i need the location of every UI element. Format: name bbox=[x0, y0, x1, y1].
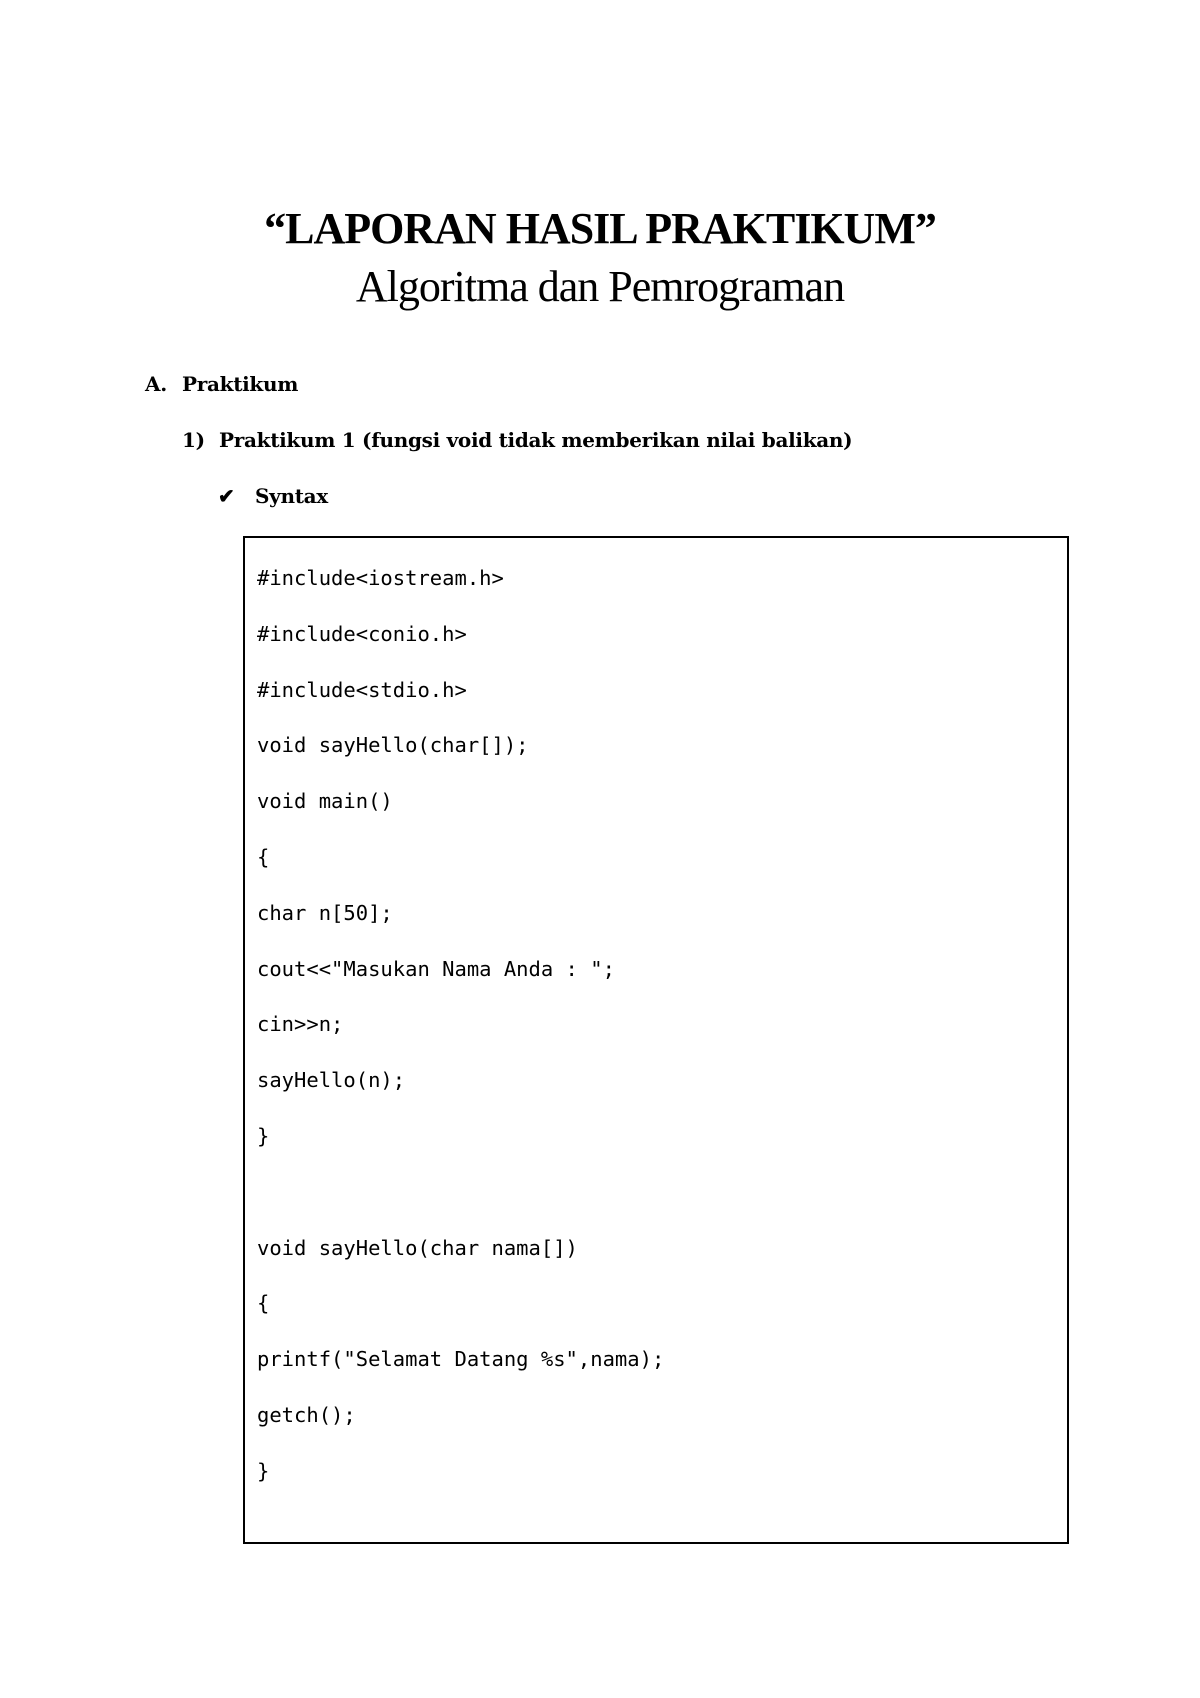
code-line: cout<<"Masukan Nama Anda : "; bbox=[257, 956, 615, 981]
code-line: #include<iostream.h> bbox=[257, 566, 504, 590]
document-subtitle: Algoritma dan Pemrograman bbox=[355, 262, 845, 311]
subsection-marker: 1) bbox=[182, 428, 205, 452]
checkmark-icon: ✔ bbox=[218, 484, 235, 508]
code-line: char n[50]; bbox=[257, 900, 393, 925]
subsection-heading bbox=[182, 426, 852, 454]
code-line: #include<conio.h> bbox=[257, 621, 467, 646]
section-label: Praktikum bbox=[182, 372, 299, 396]
code-box bbox=[243, 536, 1069, 1544]
code-listing bbox=[257, 566, 664, 1515]
document-title: “LAPORAN HASIL PRAKTIKUM” bbox=[264, 204, 936, 253]
code-line: } bbox=[257, 1458, 270, 1483]
code-line: sayHello(n); bbox=[257, 1068, 406, 1093]
code-line: printf("Selamat Datang %s",nama); bbox=[257, 1347, 665, 1372]
section-marker: A. bbox=[145, 372, 167, 396]
code-line: cin>>n; bbox=[257, 1012, 344, 1037]
section-heading bbox=[145, 370, 298, 398]
code-line: getch(); bbox=[257, 1402, 356, 1427]
code-line: { bbox=[257, 844, 270, 869]
syntax-label: Syntax bbox=[255, 484, 328, 508]
code-line: } bbox=[257, 1123, 270, 1148]
code-line: void sayHello(char[]); bbox=[257, 733, 529, 758]
code-line: #include<stdio.h> bbox=[257, 677, 467, 702]
syntax-heading bbox=[218, 482, 328, 510]
subsection-label: Praktikum 1 (fungsi void tidak memberikan nilai balikan) bbox=[219, 428, 853, 452]
code-line: { bbox=[257, 1291, 270, 1316]
code-line: void sayHello(char nama[]) bbox=[257, 1235, 578, 1260]
code-line bbox=[257, 1180, 664, 1236]
code-line: void main() bbox=[257, 789, 393, 814]
